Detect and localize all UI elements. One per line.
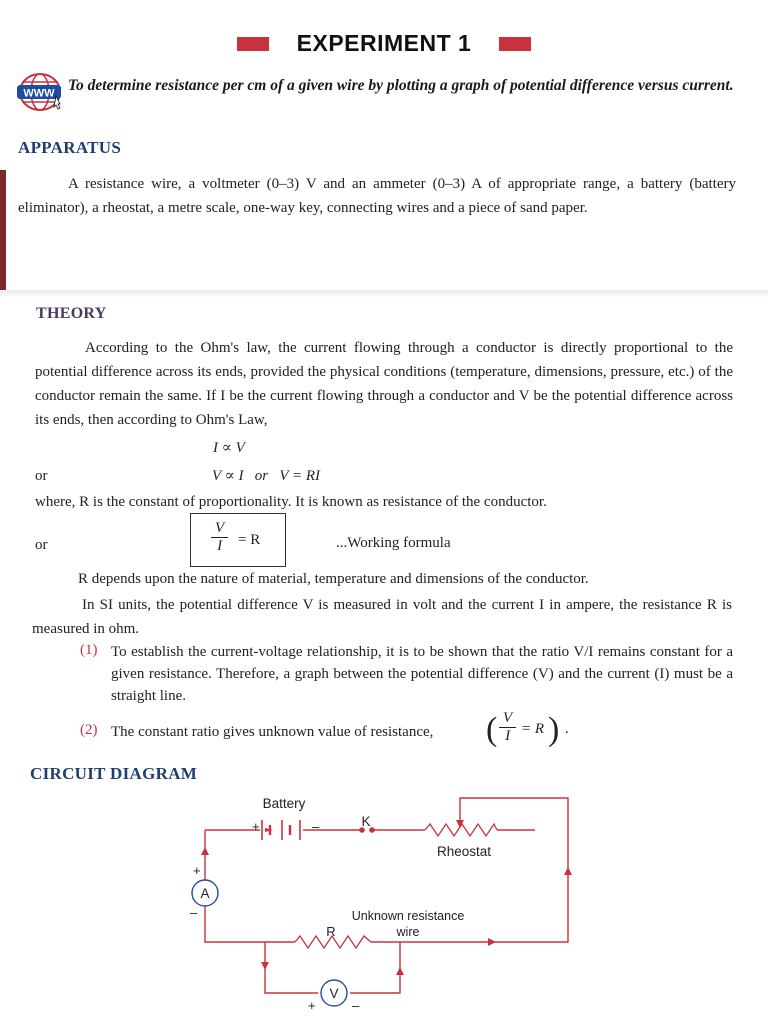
working-formula-box	[190, 513, 286, 567]
title-bar-right	[499, 37, 531, 51]
formula-numerator: V	[211, 520, 228, 538]
voltmeter-plus-sign: +	[308, 998, 316, 1013]
battery-minus-sign: –	[312, 819, 320, 834]
equation-i-prop-v: I ∝ V	[213, 440, 245, 456]
theory-heading: THEORY	[36, 305, 107, 322]
page-title: EXPERIMENT 1	[296, 30, 472, 56]
formula-denominator: I	[217, 538, 223, 554]
battery-label: Battery	[262, 796, 306, 811]
list-item-2-denominator: I	[505, 728, 511, 744]
key-label: K	[361, 814, 371, 829]
list-item-2-paren-open: (	[486, 711, 498, 748]
theory-paragraph-1: According to the Ohm's law, the current flowing through a conductor is directly proportional to the potential difference across its ends, provided the physical conditions (temperature, dimensions, pressure, etc.) of the conductor remain the same. If I be the current flowing through a conductor and V be the potential difference across its ends, then according to Ohm's Law,	[35, 340, 733, 428]
theory-paragraph-2: R depends upon the nature of material, temperature and dimensions of the conductor.	[78, 571, 589, 587]
circuit-diagram	[0, 780, 768, 1024]
page-fold-shadow	[0, 290, 768, 298]
list-item-1-number: (1)	[80, 642, 98, 658]
apparatus-text: A resistance wire, a voltmeter (0–3) V and an ammeter (0–3) A of appropriate range, a battery (battery eliminator), a rheostat, a metre scale, one-way key, connecting wires and a piece of sand paper.	[18, 176, 736, 216]
page-edge-decoration	[0, 170, 6, 290]
title-bar-left	[237, 37, 269, 51]
rheostat-label: Rheostat	[436, 844, 492, 859]
theory-paragraph-3: In SI units, the potential difference V is measured in volt and the current I in ampere, the resistance R is measured in ohm.	[32, 597, 732, 637]
voltmeter-label: V	[329, 986, 339, 1001]
www-globe-icon	[16, 72, 64, 112]
title-row	[0, 30, 768, 57]
where-text: where, R is the constant of proportionality. It is known as resistance of the conductor.	[35, 494, 547, 510]
ammeter-plus-sign: +	[193, 863, 201, 878]
working-formula-note: ...Working formula	[336, 535, 451, 551]
aim-text: To determine resistance per cm of a given wire by plotting a graph of potential difference versus current.	[68, 77, 734, 94]
circuit-diagram-heading: CIRCUIT DIAGRAM	[30, 764, 198, 783]
formula-rhs: = R	[238, 532, 261, 548]
list-item-2-fraction	[499, 710, 516, 745]
list-item-2-paren-close: )	[548, 711, 560, 748]
list-item-2-numerator: V	[499, 710, 516, 728]
ammeter-minus-sign: –	[190, 905, 198, 920]
list-item-1-text: To establish the current-voltage relationship, it is to be shown that the ratio V/I remains constant for a given resistance. Therefore, a graph between the potential difference (V) and the current (I) must be a straight line.	[111, 644, 733, 704]
list-item-2-number: (2)	[80, 722, 98, 738]
voltmeter-minus-sign: –	[352, 998, 360, 1013]
www-icon-label: WWW	[23, 87, 55, 100]
unknown-resistance-wire-label: wire	[396, 925, 420, 939]
or-label-1: or	[35, 468, 48, 484]
list-item-2-period: .	[565, 721, 569, 737]
list-item-2-text: The constant ratio gives unknown value of resistance,	[111, 724, 434, 740]
formula-fraction	[211, 520, 228, 555]
unknown-resistance-label: Unknown resistance	[351, 909, 465, 923]
current-direction-arrows	[201, 828, 572, 975]
or-label-2: or	[35, 537, 48, 553]
battery-plus-sign: +	[252, 819, 260, 834]
apparatus-heading: APPARATUS	[18, 138, 122, 157]
ammeter-label: A	[200, 886, 210, 901]
list-item-2-rhs: = R	[521, 721, 545, 737]
rheostat-slider-arrow	[456, 820, 464, 828]
equation-v-ri: V ∝ I or V = RI	[212, 468, 321, 484]
resistor-label: R	[326, 924, 336, 939]
